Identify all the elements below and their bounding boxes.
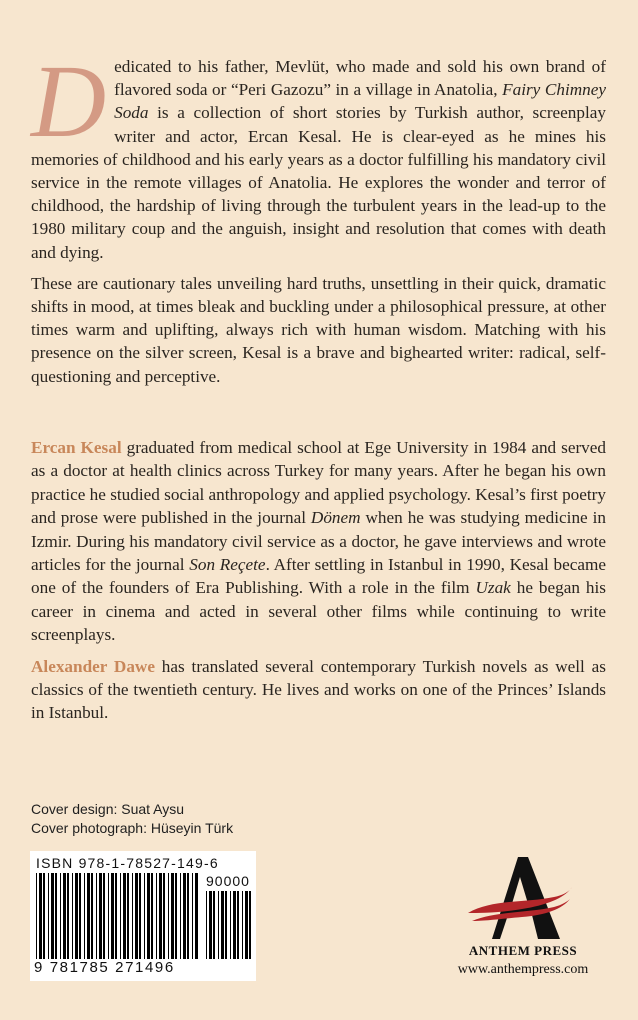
- barcode-bar: [63, 873, 66, 959]
- publisher-name: ANTHEM PRESS: [468, 943, 578, 958]
- barcode-bars: [36, 873, 200, 959]
- film-title: Uzak: [475, 578, 511, 598]
- barcode-bar: [147, 873, 150, 959]
- author-bio: [31, 436, 606, 647]
- barcode-bar: [48, 873, 49, 959]
- anthem-press-logo-icon: [462, 853, 574, 947]
- barcode-bar: [159, 873, 162, 959]
- barcode-bar: [55, 873, 57, 959]
- bio-text: graduated from medical school at Ege University in 1984 and served as a doctor at health clinics across Turkey for many years. After he began his own practice he studied social anthropology and applied psychology. Kesal’s first poetry and prose were published in the journal: [31, 438, 606, 528]
- bio-text: has translated several contemporary Turkish novels as well as classics of the twentieth century. He lives and works on one of the Princes’ Islands in Istanbul.: [31, 656, 606, 723]
- barcode-bar: [221, 891, 224, 959]
- barcode-bar: [60, 873, 61, 959]
- cover-photo-credit: Cover photograph: Hüseyin Türk: [31, 820, 234, 836]
- barcode-bar: [175, 873, 177, 959]
- barcode-bar: [195, 873, 198, 959]
- barcode-bar: [75, 873, 78, 959]
- barcode-bar: [72, 873, 73, 959]
- bio-text: . After settling in Istanbul in 1990, Kesal became one of the founders of Era Publishing. With a role in the film: [31, 555, 606, 598]
- barcode-bar: [242, 891, 243, 959]
- barcode-bar: [206, 891, 207, 959]
- barcode-bar: [79, 873, 81, 959]
- isbn-label: ISBN 978-1-78527-149-6: [36, 855, 219, 871]
- barcode-bar: [171, 873, 174, 959]
- barcode-bar: [99, 873, 102, 959]
- blurb-text: is a collection of short stories by Turkish author, screenplay writer and actor, Ercan Kesal. He is clear-eyed as he mines his memories of childhood and his early years as a doctor fulfilling his mandatory civil service in the remote villages of Anatolia. He explores the wonder and terror of childhood, the hardship of living through the turbulent years in the lead-up to the 1980 military coup and the anguish, insight and resolution that comes with death and dying.: [31, 103, 606, 262]
- biographies: [31, 436, 606, 733]
- barcode-bar: [144, 873, 145, 959]
- barcode-bar: [183, 873, 186, 959]
- barcode-bar: [51, 873, 54, 959]
- barcode-bar: [180, 873, 181, 959]
- drop-cap: D: [31, 44, 107, 159]
- author-name: Ercan Kesal: [31, 438, 122, 457]
- barcode-bar: [218, 891, 219, 959]
- barcode-bar: [96, 873, 97, 959]
- barcode-bar: [245, 891, 248, 959]
- journal-title: Son Reçete: [189, 555, 266, 575]
- barcode-bar: [91, 873, 93, 959]
- barcode-bar: [123, 873, 126, 959]
- cover-credits: [31, 800, 233, 838]
- price-barcode-bars: [206, 891, 252, 959]
- barcode-bar: [163, 873, 165, 959]
- barcode-bar: [103, 873, 105, 959]
- barcode-bar: [249, 891, 251, 959]
- price-code: 90000: [206, 873, 250, 889]
- translator-bio: [31, 655, 606, 725]
- barcode-bar: [168, 873, 169, 959]
- barcode-bar: [151, 873, 153, 959]
- barcode-bar: [187, 873, 189, 959]
- barcode-number: 9 781785 271496: [34, 959, 175, 976]
- barcode-bar: [87, 873, 90, 959]
- barcode-bar: [139, 873, 141, 959]
- isbn-barcode: [30, 851, 256, 981]
- book-blurb: [31, 44, 606, 396]
- bio-text: when he was studying medicine in Izmir. During his mandatory civil service as a doctor, he gave interviews and wrote articles for the journal: [31, 508, 606, 575]
- barcode-bar: [135, 873, 138, 959]
- barcode-bar: [115, 873, 117, 959]
- barcode-bar: [127, 873, 129, 959]
- bio-text: he began his career in cinema and acted in several other films while continuing to write screenplays.: [31, 578, 606, 645]
- barcode-bar: [132, 873, 133, 959]
- publisher-url[interactable]: www.anthempress.com: [457, 962, 589, 977]
- barcode-bar: [213, 891, 215, 959]
- barcode-bar: [209, 891, 212, 959]
- book-title: Fairy Chimney Soda: [114, 80, 606, 123]
- cover-design-credit: Cover design: Suat Aysu: [31, 801, 185, 817]
- barcode-bar: [192, 873, 193, 959]
- barcode-bar: [230, 891, 231, 959]
- barcode-bar: [108, 873, 109, 959]
- barcode-bar: [67, 873, 69, 959]
- barcode-bar: [156, 873, 157, 959]
- barcode-bar: [237, 891, 239, 959]
- barcode-bar: [225, 891, 227, 959]
- barcode-bar: [233, 891, 236, 959]
- barcode-bar: [84, 873, 85, 959]
- translator-name: Alexander Dawe: [31, 656, 155, 676]
- barcode-bar: [111, 873, 114, 959]
- blurb-paragraph-1: [31, 44, 606, 264]
- barcode-bar: [39, 873, 42, 959]
- barcode-bar: [43, 873, 45, 959]
- blurb-paragraph-2: These are cautionary tales unveiling hard truths, unsettling in their quick, dramatic shifts in mood, at times bleak and buckling under a philosophical pressure, at other times warm and uplifting, always rich with human wisdom. Matching with his presence on the silver screen, Kesal is a brave and bighearted writer: radical, self-questioning and perceptive.: [31, 273, 606, 386]
- journal-title: Dönem: [310, 508, 361, 528]
- blurb-text: edicated to his father, Mevlüt, who made and sold his own brand of flavored soda or “Peri Gazozu” in a village in Anatolia,: [114, 57, 606, 100]
- barcode-bar: [120, 873, 121, 959]
- barcode-bar: [36, 873, 37, 959]
